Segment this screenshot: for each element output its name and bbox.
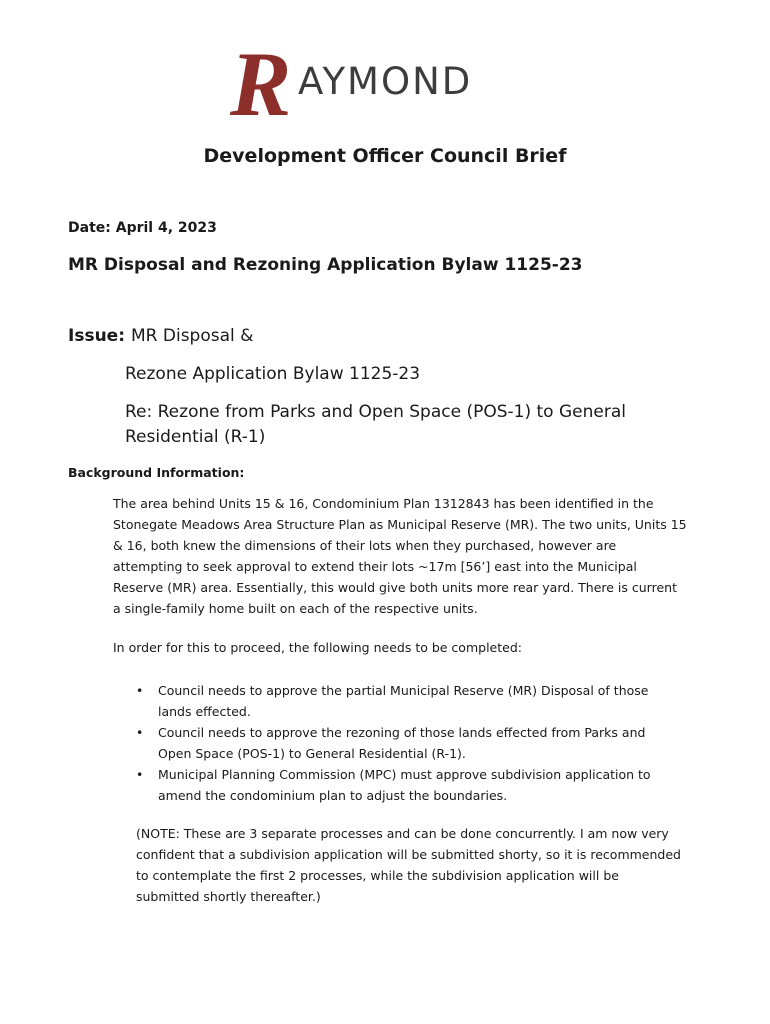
raymond-logo (230, 33, 530, 135)
list-item (118, 722, 678, 764)
document-subject: MR Disposal and Rezoning Application Bylaw 1125-23 (68, 255, 583, 275)
issue-text-2: Rezone Application Bylaw 1125-23 (125, 364, 421, 384)
background-heading: Background Information: (68, 465, 245, 480)
requirements-list (118, 680, 678, 806)
bullet-icon: • (136, 683, 144, 698)
issue-text-3: Re: Rezone from Parks and Open Space (POS-1) to General Residential (R-1) (125, 402, 626, 447)
document-date: Date: April 4, 2023 (68, 220, 217, 236)
issue-line-1 (68, 326, 253, 346)
list-item (118, 764, 678, 806)
list-item (118, 680, 678, 722)
logo-text: AYMOND (298, 60, 473, 103)
bullet-icon: • (136, 767, 144, 782)
list-item-text: Municipal Planning Commission (MPC) must approve subdivision application to amend the condominium plan to adjust the boundaries. (158, 767, 651, 803)
bullet-icon: • (136, 725, 144, 740)
issue-text-1: MR Disposal & (131, 326, 254, 346)
logo-initial: R (230, 33, 290, 135)
background-paragraph-1: The area behind Units 15 & 16, Condominium Plan 1312843 has been identified in the Stonegate Meadows Area Structure Plan as Municipal Reserve (MR). The two units, Units 15 & 16, both knew the dimensions of their lots when they purchased, however are attempting to seek approval to extend their lots ~17m [56’] east into the Municipal Reserve (MR) area. Essentially, this would give both units more rear yard. There is current a single-family home built on each of the respective units. (113, 496, 687, 616)
list-item-text: Council needs to approve the partial Municipal Reserve (MR) Disposal of those lands effected. (158, 683, 649, 719)
list-item-text: Council needs to approve the rezoning of those lands effected from Parks and Open Space (POS-1) to General Residential (R-1). (158, 725, 646, 761)
document-title: Development Officer Council Brief (203, 145, 567, 167)
note-paragraph: (NOTE: These are 3 separate processes and can be done concurrently. I am now very confident that a subdivision application will be submitted shorty, so it is recommended to contemplate the first 2 processes, while the subdivision application will be submitted shortly thereafter.) (136, 826, 681, 904)
issue-label: Issue: (68, 326, 125, 346)
background-paragraph-2: In order for this to proceed, the following needs to be completed: (113, 640, 522, 655)
